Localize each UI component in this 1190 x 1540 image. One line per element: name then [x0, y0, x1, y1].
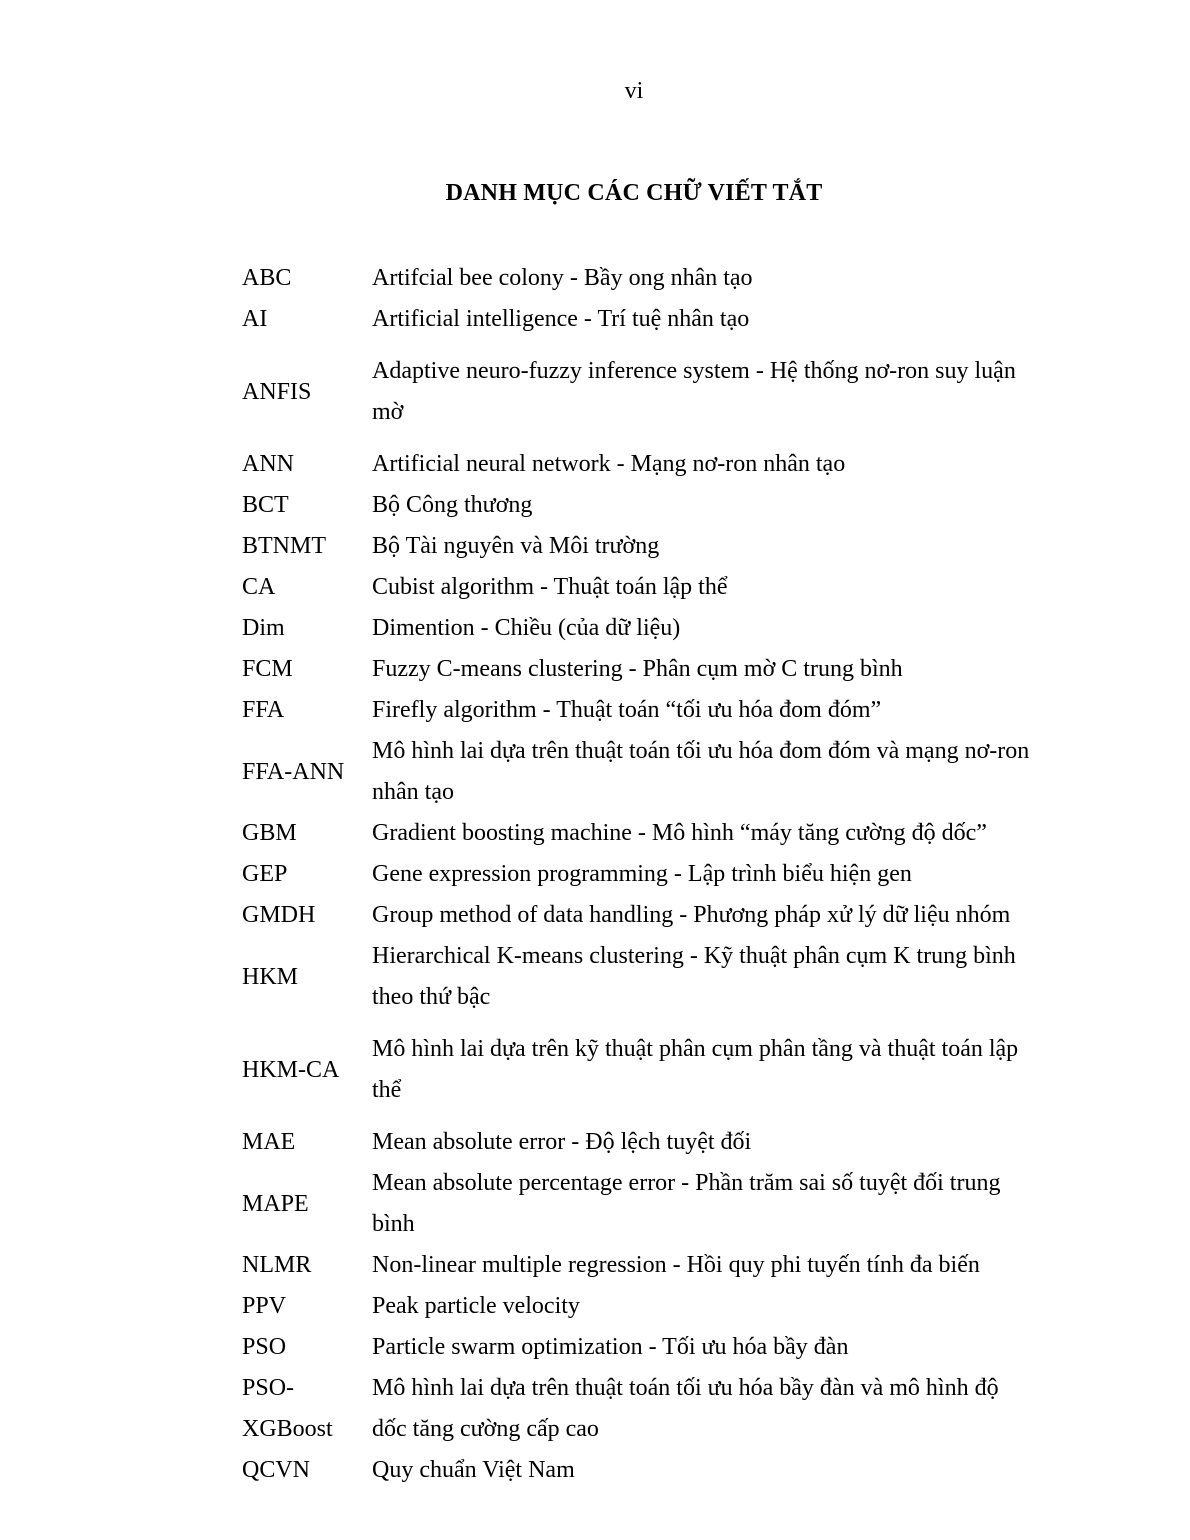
list-item [242, 351, 1042, 433]
abbreviation-definition: Fuzzy C-means clustering - Phân cụm mờ C trung bình [372, 656, 903, 682]
definition-line: Mô hình lai dựa trên thuật toán tối ưu hóa bầy đàn và mô hình độ [372, 1375, 999, 1401]
abbreviation-term: FFA [242, 697, 285, 723]
list-item [242, 608, 1042, 649]
list-item [242, 690, 1042, 731]
abbreviation-term: ANFIS [242, 378, 312, 405]
abbreviation-term: PSO [242, 1334, 287, 1360]
abbreviation-definition: Mô hình lai dựa trên kỹ thuật phân cụm phân tầng và thuật toán lập thể [372, 1036, 1019, 1103]
abbreviation-definition: Bộ Công thương [372, 492, 533, 518]
abbreviation-definition: Bộ Tài nguyên và Môi trường [372, 533, 660, 559]
list-item [242, 1450, 1042, 1491]
term-line: XGBoost [242, 1416, 333, 1442]
abbreviation-term [242, 1368, 372, 1450]
abbreviation-term: BTNMT [242, 533, 326, 559]
abbreviation-term: QCVN [242, 1457, 311, 1483]
abbreviation-term: NLMR [242, 1252, 312, 1278]
list-item [242, 258, 1042, 299]
list-item [242, 299, 1042, 340]
list-item [242, 1163, 1042, 1245]
abbreviation-term: HKM-CA [242, 1056, 340, 1083]
abbreviation-definition [372, 731, 1037, 813]
abbreviation-term: FFA-ANN [242, 758, 345, 785]
abbreviation-definition: Gene expression programming - Lập trình biểu hiện gen [372, 861, 912, 887]
definition-line: theo thứ bậc [372, 984, 491, 1010]
definition-line: nhân tạo [372, 779, 454, 805]
abbreviation-definition: Cubist algorithm - Thuật toán lập thể [372, 574, 728, 600]
abbreviation-term: GMDH [242, 902, 316, 928]
list-item [242, 1327, 1042, 1368]
abbreviation-definition: Quy chuẩn Việt Nam [372, 1457, 575, 1483]
abbreviation-term: MAE [242, 1129, 296, 1155]
list-item [242, 526, 1042, 567]
abbreviation-term: BCT [242, 492, 289, 518]
definition-line: Hierarchical K-means clustering - Kỹ thuật phân cụm K trung bình [372, 943, 1016, 969]
list-item [242, 1368, 1042, 1450]
abbreviation-definition: Dimention - Chiều (của dữ liệu) [372, 615, 681, 641]
abbreviation-definition [372, 936, 1037, 1018]
abbreviation-definition: Artificial intelligence - Trí tuệ nhân tạo [372, 306, 750, 332]
abbreviation-definition: Adaptive neuro-fuzzy inference system - Hệ thống nơ-ron suy luận mờ [372, 358, 1016, 425]
list-item [242, 1245, 1042, 1286]
abbreviation-definition: Artificial neural network - Mạng nơ-ron nhân tạo [372, 451, 846, 477]
abbreviation-term: HKM [242, 963, 299, 990]
abbreviation-definition: Mean absolute error - Độ lệch tuyệt đối [372, 1129, 752, 1155]
abbreviation-term: ABC [242, 265, 292, 291]
abbreviation-term: GBM [242, 820, 297, 846]
abbreviation-term: CA [242, 574, 276, 600]
abbreviation-definition: Group method of data handling - Phương pháp xử lý dữ liệu nhóm [372, 902, 1011, 928]
abbreviation-list [242, 258, 1042, 1491]
abbreviation-definition [372, 1368, 1037, 1450]
abbreviation-term: MAPE [242, 1190, 309, 1217]
definition-line: dốc tăng cường cấp cao [372, 1416, 599, 1442]
abbreviation-term: FCM [242, 656, 293, 682]
abbreviation-definition: Non-linear multiple regression - Hồi quy phi tuyến tính đa biến [372, 1252, 980, 1278]
abbreviation-definition: Firefly algorithm - Thuật toán “tối ưu hóa đom đóm” [372, 697, 882, 723]
list-item [242, 936, 1042, 1018]
list-item [242, 813, 1042, 854]
list-item [242, 1029, 1042, 1111]
list-item [242, 731, 1042, 813]
definition-line: Mô hình lai dựa trên thuật toán tối ưu hóa đom đóm và mạng nơ-ron [372, 738, 1030, 764]
abbreviation-term: AI [242, 306, 268, 332]
abbreviation-definition: Gradient boosting machine - Mô hình “máy tăng cường độ dốc” [372, 820, 987, 846]
abbreviation-definition: Peak particle velocity [372, 1293, 580, 1319]
term-line: PSO- [242, 1375, 295, 1401]
list-item [242, 567, 1042, 608]
abbreviation-definition: Mean absolute percentage error - Phần trăm sai số tuyệt đối trung bình [372, 1170, 1001, 1237]
list-item [242, 1122, 1042, 1163]
page-number: vi [624, 78, 644, 104]
abbreviation-definition: Artifcial bee colony - Bầy ong nhân tạo [372, 265, 753, 291]
list-item [242, 1286, 1042, 1327]
abbreviation-term: Dim [242, 615, 285, 641]
abbreviation-term: PPV [242, 1293, 287, 1319]
abbreviation-term: ANN [242, 451, 294, 477]
abbreviation-definition: Particle swarm optimization - Tối ưu hóa bầy đàn [372, 1334, 849, 1360]
list-item [242, 854, 1042, 895]
list-item [242, 444, 1042, 485]
list-item [242, 649, 1042, 690]
list-item [242, 485, 1042, 526]
page-title: DANH MỤC CÁC CHỮ VIẾT TẮT [445, 180, 823, 206]
abbreviation-term: GEP [242, 861, 288, 887]
list-item [242, 895, 1042, 936]
